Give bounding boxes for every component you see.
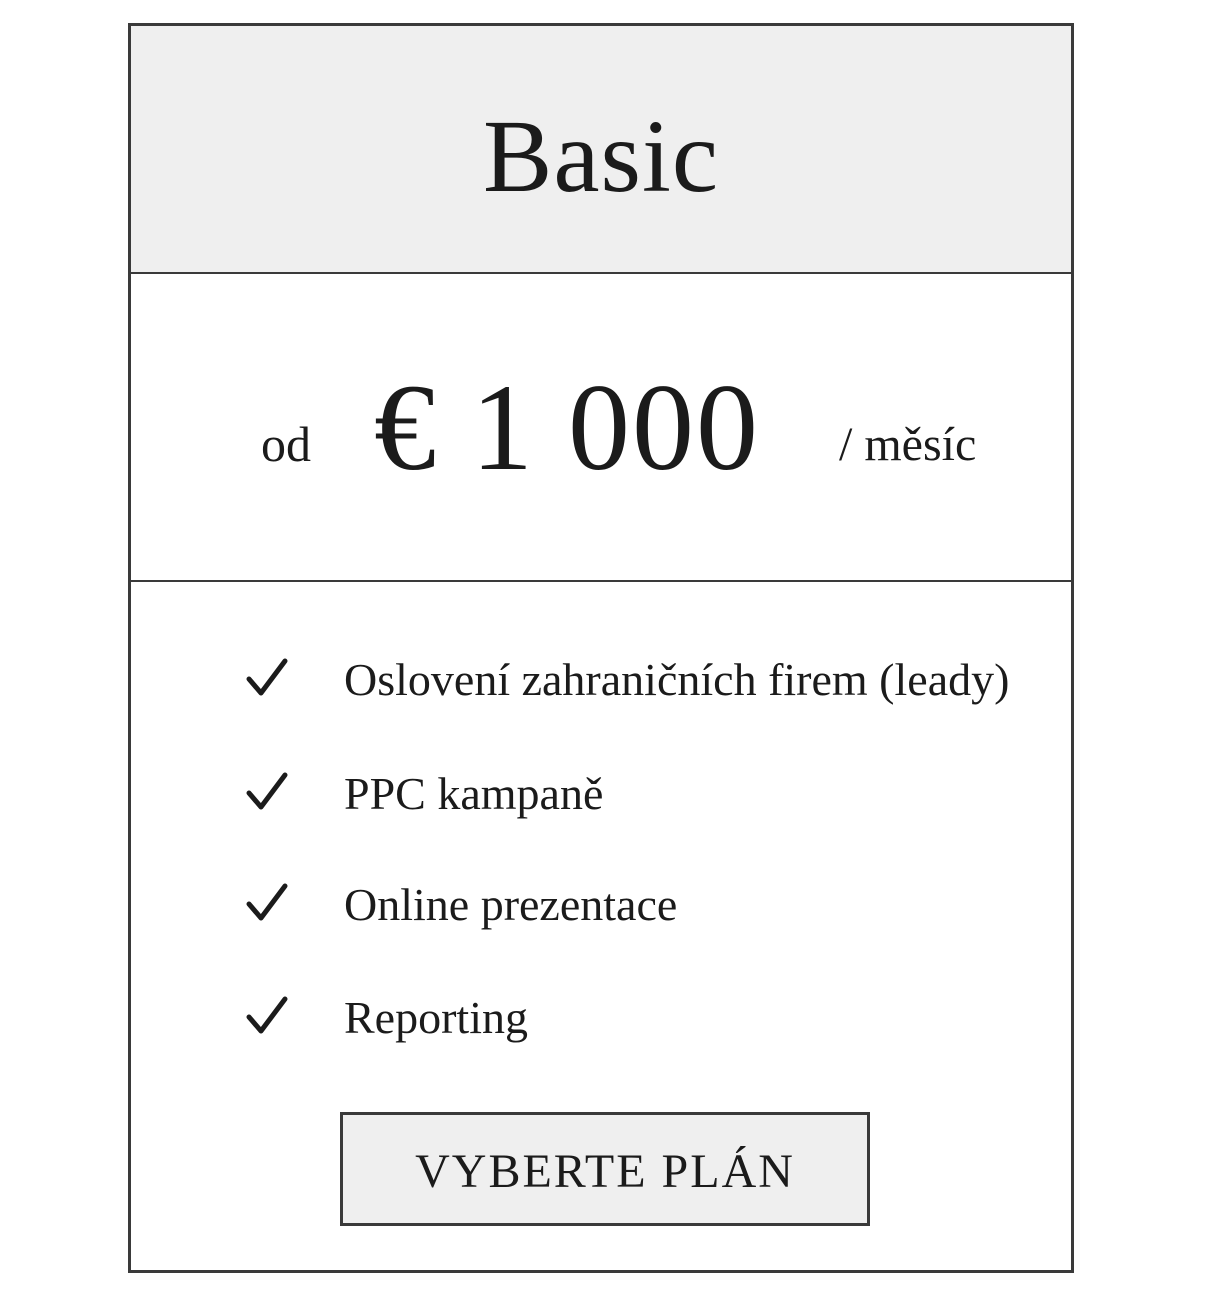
plan-header bbox=[131, 26, 1071, 274]
check-icon bbox=[245, 770, 289, 814]
plan-name: Basic bbox=[482, 99, 720, 214]
feature-item bbox=[131, 988, 1071, 1048]
feature-item bbox=[131, 650, 1071, 710]
select-plan-button[interactable]: VYBERTE PLÁN bbox=[340, 1112, 870, 1226]
feature-label: Online prezentace bbox=[344, 879, 678, 930]
price-section bbox=[131, 274, 1071, 582]
feature-item bbox=[131, 875, 1071, 935]
feature-item bbox=[131, 764, 1071, 824]
price-amount: € 1 000 bbox=[374, 359, 760, 496]
check-icon bbox=[245, 656, 289, 700]
pricing-card bbox=[128, 23, 1074, 1273]
feature-label: Reporting bbox=[344, 992, 528, 1043]
price-period: / měsíc bbox=[839, 418, 977, 471]
check-icon bbox=[245, 994, 289, 1038]
feature-label: PPC kampaně bbox=[344, 768, 604, 819]
price-prefix: od bbox=[261, 416, 311, 472]
feature-label: Oslovení zahraničních firem (leady) bbox=[344, 654, 1010, 705]
check-icon bbox=[245, 881, 289, 925]
